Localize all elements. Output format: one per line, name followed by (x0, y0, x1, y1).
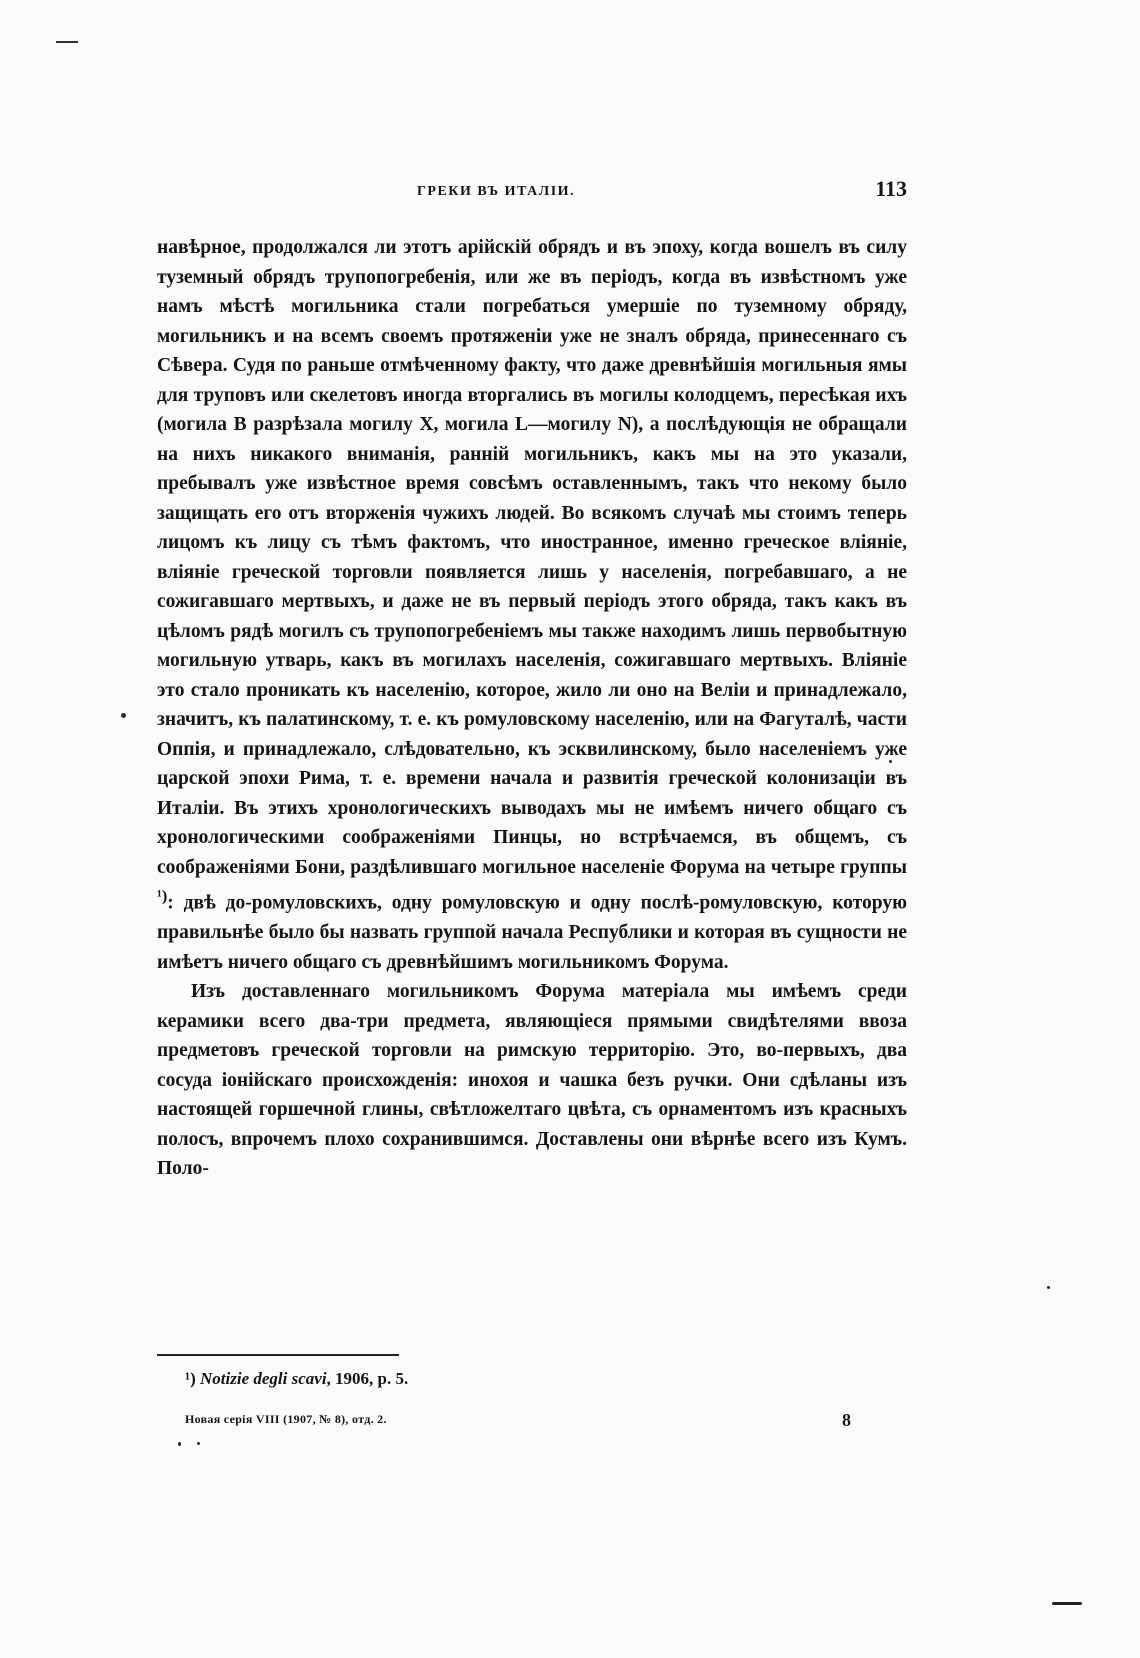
scan-speck (121, 713, 126, 718)
running-header (157, 176, 907, 210)
footnote-reference: ¹) (157, 887, 168, 905)
footnote-marker: ¹) (185, 1369, 196, 1388)
paragraph-1-end: : двѣ до-ромуловскихъ, одну ромуловскую и одну послѣ-ромуловскую, которую правильнѣе было бы назвать группой начала Республики и которая въ сущности не имѣетъ ничего общаго съ древнѣйшимъ могильникомъ Форума. (157, 892, 907, 973)
signature-text: Новая серія VIII (1907, № 8), отд. 2. (185, 1412, 387, 1426)
running-title: ГРЕКИ ВЪ ИТАЛІИ. (417, 184, 576, 199)
corner-scan-mark (56, 41, 78, 43)
bottom-scan-mark (1052, 1602, 1082, 1605)
printer-signature (185, 1410, 907, 1434)
paragraph-1 (157, 233, 907, 977)
footnote-divider (157, 1354, 399, 1356)
body-text (157, 233, 907, 1184)
footnote (185, 1369, 885, 1389)
footnote-source: Notizie degli scavi (200, 1369, 327, 1388)
page-number: 113 (875, 176, 907, 201)
scan-speck (197, 1442, 200, 1445)
scan-speck (1047, 1286, 1050, 1289)
scan-speck (889, 760, 892, 763)
signature-number: 8 (842, 1410, 851, 1430)
scan-speck (178, 1442, 181, 1446)
footnote-details: , 1906, p. 5. (326, 1369, 409, 1388)
paragraph-2: Изъ доставленнаго могильникомъ Форума матеріала мы имѣемъ среди керамики всего два-три предмета, являющіеся прямыми свидѣтелями ввоза предметовъ греческой торговли на римскую территорію. Это, во-первыхъ, два сосуда іонійскаго происхожденія: инохоя и чашка безъ ручки. Они сдѣланы изъ настоящей горшечной глины, свѣтложелтаго цвѣта, съ орнаментомъ изъ красныхъ полосъ, впрочемъ плохо сохранившимся. Доставлены они вѣрнѣе всего изъ Кумъ. Поло- (157, 981, 907, 1179)
paragraph-1-text: навѣрное, продолжался ли этотъ арійскій обрядъ и въ эпоху, когда вошелъ въ силу туземный обрядъ трупопогребенія, или же въ періодъ, когда въ извѣстномъ уже намъ мѣстѣ могильника стали погребаться умершіе по туземному обряду, могильникъ и на всемъ своемъ протяженіи уже не зналъ обряда, принесеннаго съ Сѣвера. Судя по раньше отмѣченному факту, что даже древнѣйшія могильныя ямы для труповъ или скелетовъ иногда вторгались въ могилы колодцемъ, пересѣкая ихъ (могила В разрѣзала могилу X, могила L—могилу N), а послѣдующія не обращали на нихъ никакого вниманія, ранній могильникъ, какъ мы на это указали, пребывалъ уже извѣстное время совсѣмъ оставленнымъ, такъ что некому было защищать его отъ вторженія чужихъ людей. Во всякомъ случаѣ мы стоимъ теперь лицомъ къ лицу съ тѣмъ фактомъ, что иностранное, именно греческое вліяніе, вліяніе греческой торговли появляется лишь у населенія, погребавшаго, а не сожигавшаго мертвыхъ, и даже не въ первый періодъ этого обряда, такъ какъ въ цѣломъ рядѣ могилъ съ трупопогребеніемъ мы также находимъ лишь первобытную могильную утварь, какъ въ могилахъ населенія, сожигавшаго мертвыхъ. Вліяніе это стало проникать къ населенію, которое, жило ли оно на Велiи и принадлежало, значитъ, къ палатинскому, т. е. къ ромуловскому населенію, или на Фагуталѣ, части Оппія, и принадлежало, слѣдовательно, къ эсквилинскому, было населеніемъ уже царской эпохи Рима, т. е. времени начала и развитія греческой колонизаціи въ Италіи. Въ этихъ хронологическихъ выводахъ мы не имѣемъ ничего общаго съ хронологическими соображеніями Пинцы, но встрѣчаемся, въ общемъ, съ соображеніями Бони, раздѣлившаго могильное населеніе Форума на четыре группы (157, 237, 907, 878)
